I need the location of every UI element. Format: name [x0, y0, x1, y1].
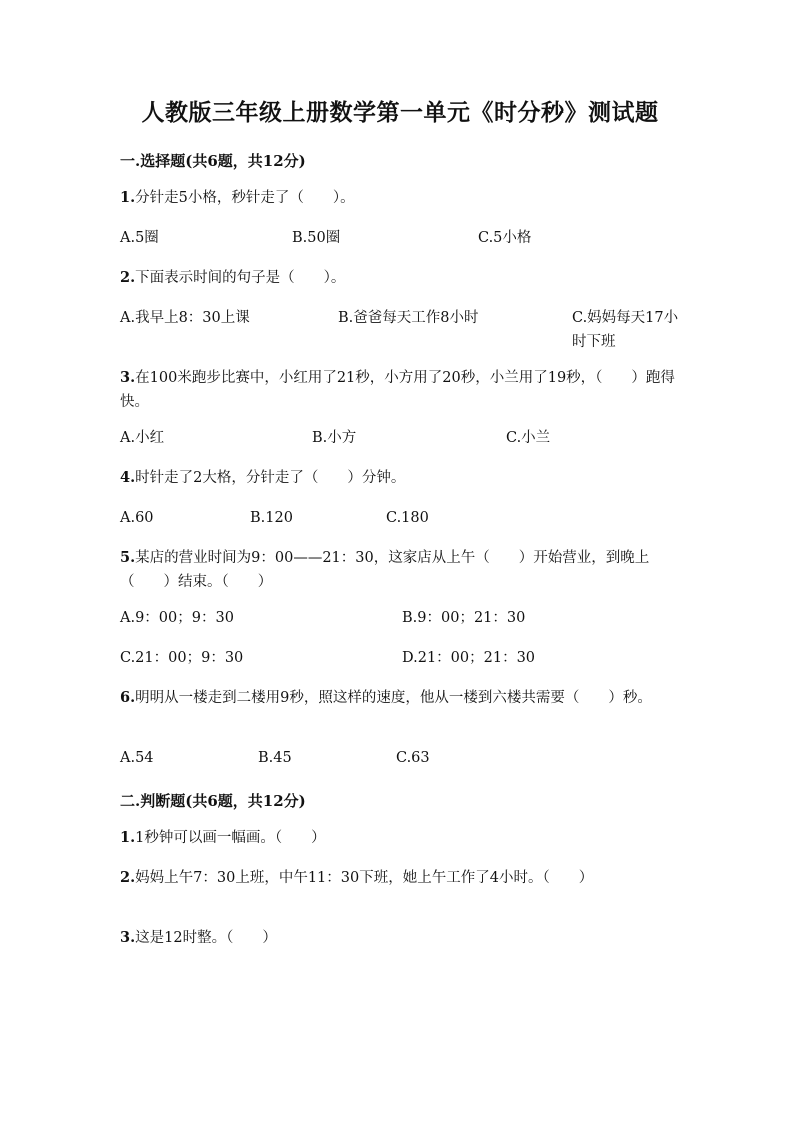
- question-number: 4.: [120, 469, 136, 486]
- option-a: A.小红: [120, 430, 165, 446]
- page-title: 人教版三年级上册数学第一单元《时分秒》测试题: [141, 99, 659, 126]
- question-number: 2.: [120, 869, 136, 886]
- section-heading-choice: 一.选择题(共6题，共12分): [120, 152, 306, 170]
- question-number: 3.: [120, 369, 136, 386]
- options-4: [120, 506, 690, 530]
- options-3: [120, 426, 690, 450]
- option-c: C.5小格: [478, 230, 532, 246]
- question-text: 1秒钟可以画一幅画。（ ）: [135, 830, 326, 846]
- option-d: D.21：00；21：30: [402, 650, 536, 666]
- option-b: B.50圈: [292, 230, 341, 246]
- question-number: 6.: [120, 689, 136, 706]
- option-b: B.45: [258, 750, 292, 766]
- option-b: B.9：00；21：30: [402, 610, 526, 626]
- option-b: B.120: [250, 510, 293, 526]
- question-text: 时针走了2大格，分针走了（ ）分钟。: [135, 470, 406, 486]
- question-number: 5.: [120, 549, 136, 566]
- judge-question-1: [120, 826, 690, 850]
- option-c: C.63: [396, 750, 430, 766]
- option-b: B.爸爸每天工作8小时: [338, 310, 479, 326]
- question-text: 明明从一楼走到二楼用9秒，照这样的速度，他从一楼到六楼共需要（ ）秒。: [135, 690, 652, 706]
- question-6: [120, 686, 690, 710]
- judge-question-2: [120, 866, 690, 890]
- question-number: 3.: [120, 929, 136, 946]
- options-2: [120, 306, 690, 354]
- question-2: [120, 266, 690, 290]
- section-heading-judge: 二.判断题(共6题，共12分): [120, 792, 306, 810]
- question-number: 1.: [120, 829, 136, 846]
- question-text: 妈妈上午7：30上班，中午11：30下班，她上午工作了4小时。（ ）: [135, 870, 594, 886]
- question-1: [120, 186, 690, 210]
- question-text: 下面表示时间的句子是（ ）。: [135, 270, 346, 286]
- question-text: 在100米跑步比赛中，小红用了21秒，小方用了20秒，小兰用了19秒，（ ）跑得快。: [120, 370, 675, 410]
- question-text: 分针走5小格，秒针走了（ ）。: [135, 190, 355, 206]
- option-a: A.我早上8：30上课: [120, 310, 250, 326]
- question-4: [120, 466, 690, 490]
- option-a: A.54: [120, 750, 154, 766]
- option-c: C.21：00；9：30: [120, 650, 244, 666]
- option-a: A.9：00；9：30: [120, 610, 234, 626]
- question-3: [120, 366, 690, 414]
- question-text: 某店的营业时间为9：00——21：30，这家店从上午（ ）开始营业，到晚上（ ）结束。（ ）: [120, 550, 650, 590]
- option-b: B.小方: [312, 430, 357, 446]
- options-1: [120, 226, 690, 250]
- options-5-row-1: [120, 606, 690, 630]
- judge-question-3: [120, 926, 690, 950]
- options-5-row-2: [120, 646, 690, 670]
- option-c: C.180: [386, 510, 429, 526]
- question-number: 2.: [120, 269, 136, 286]
- question-text: 这是12时整。（ ）: [135, 930, 277, 946]
- option-c: C.妈妈每天17小时下班: [572, 310, 679, 350]
- option-a: A.60: [120, 510, 154, 526]
- options-6: [120, 746, 690, 770]
- question-5: [120, 546, 690, 594]
- option-a: A.5圈: [120, 230, 159, 246]
- question-number: 1.: [120, 189, 136, 206]
- option-c: C.小兰: [506, 430, 551, 446]
